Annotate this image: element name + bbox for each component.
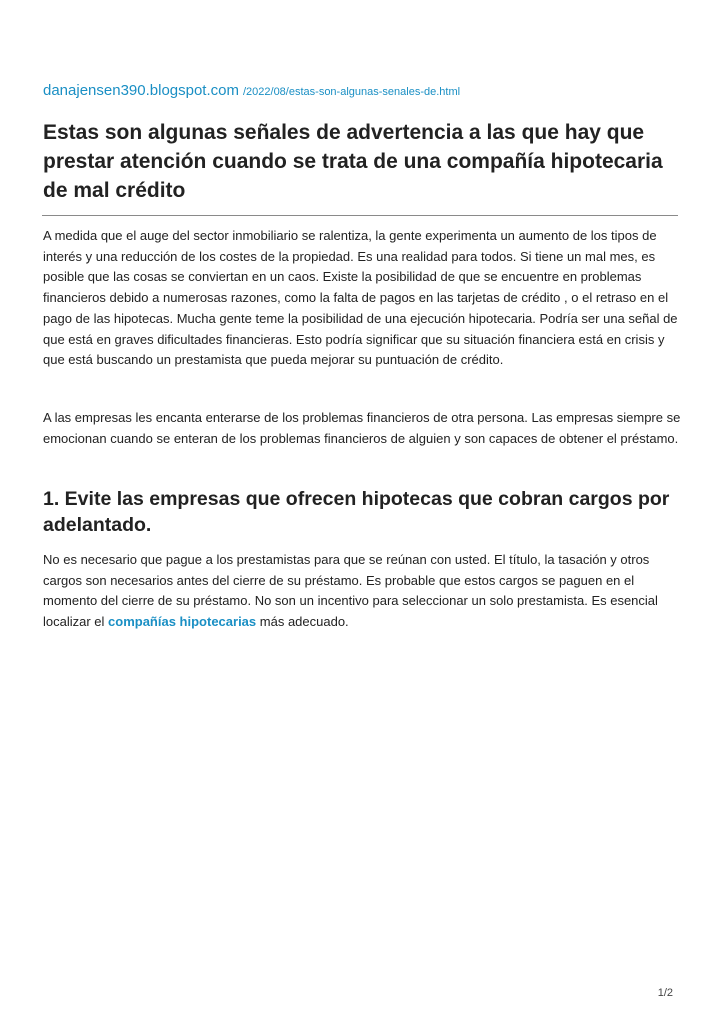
section-heading: 1. Evite las empresas que ofrecen hipotecas que cobran cargos por adelantado.	[43, 488, 670, 536]
article-title: Estas son algunas señales de advertencia a las que hay que prestar atención cuando se trata de una compañía hipotecaria de mal crédito	[43, 121, 663, 202]
paragraph-fees	[43, 550, 681, 633]
paragraph-fees-text: No es necesario que pague a los prestamistas para que se reúnan con usted. El título, la tasación y otros cargos son necesarios antes del cierre de su préstamo. Es probable que estos cargos se paguen en el momento del cierre de su préstamo. No son un incentivo para seleccionar un solo prestamista. Es esencial localizar el	[43, 552, 658, 630]
source-path-link[interactable]: /2022/08/estas-son-algunas-senales-de.html	[242, 86, 461, 98]
source-url	[43, 82, 460, 100]
page-number: 1/2	[657, 987, 673, 999]
paragraph-intro: A medida que el auge del sector inmobiliario se ralentiza, la gente experimenta un aumento de los tipos de interés y una reducción de los costes de la propiedad. Es una realidad para todos. Si tiene un mal mes, es posible que las cosas se conviertan en un caos. Existe la posibilidad de que se encuentre en problemas financieros debido a numerosas razones, como la falta de pagos en las tarjetas de crédito , o el retraso en el pago de las hipotecas. Mucha gente teme la posibilidad de una ejecución hipotecaria. Podría ser una señal de que está en graves dificultades financieras. Esto podría significar que su situación financiera está en crisis y que está buscando un prestamista que pueda mejorar su puntuación de crédito.	[43, 228, 678, 368]
paragraph-companies: A las empresas les encanta enterarse de los problemas financieros de otra persona. Las empresas siempre se emocionan cuando se enteran de los problemas financieros de alguien y son capaces de obtener el préstamo.	[43, 410, 681, 446]
mortgage-companies-link[interactable]: compañías hipotecarias	[108, 614, 257, 630]
paragraph-fees-tail: más adecuado.	[256, 614, 349, 630]
source-domain-link[interactable]: danajensen390.blogspot.com	[43, 82, 239, 99]
title-divider	[42, 215, 678, 216]
